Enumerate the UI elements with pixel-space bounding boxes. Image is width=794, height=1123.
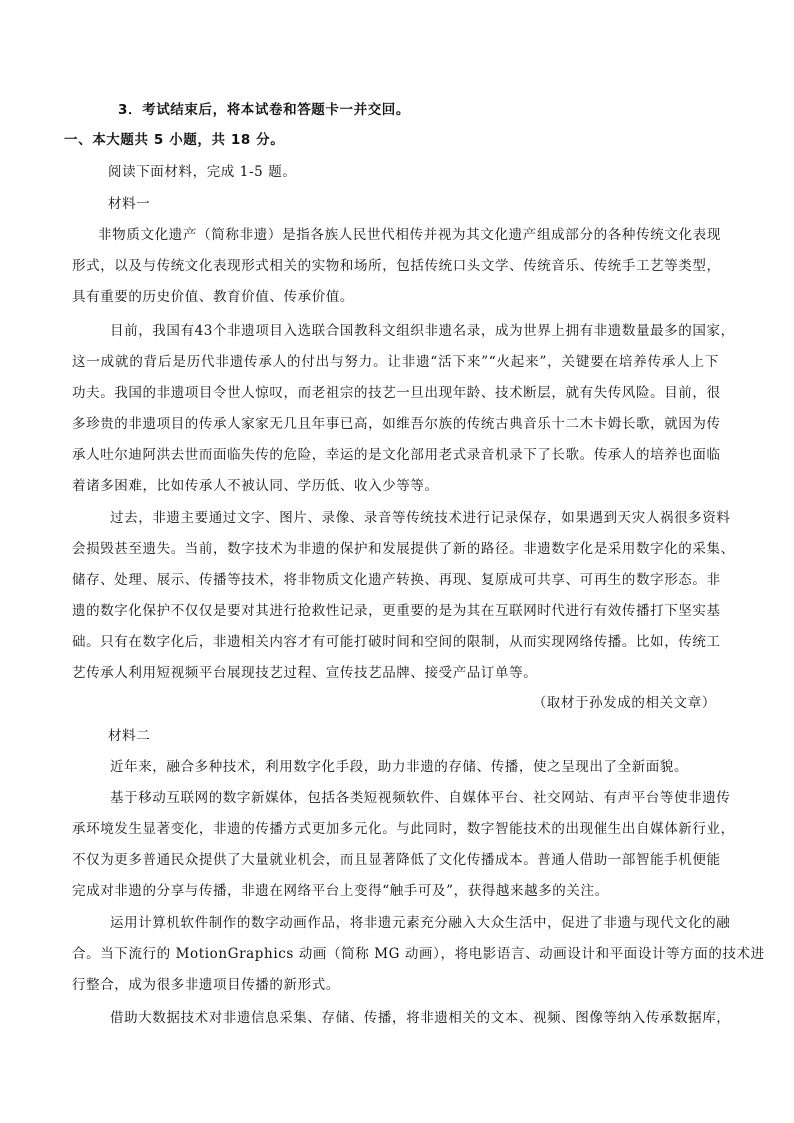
material-1-line: 承人吐尔迪阿洪去世而面临失传的危险，幸运的是文化部用老式录音机录下了长歌。传承人的培养也面临 (72, 447, 721, 463)
material-2-line: 运用计算机软件制作的数字动画作品，将非遗元素充分融入大众生活中，促进了非遗与现代文化的融 (110, 915, 731, 931)
material-2-label: 材料二 (108, 728, 151, 744)
material-1-line: 多珍贵的非遗项目的传承人家家无几且年事已高，如维吾尔族的传统古典音乐十二木卡姆长歌，就因为传 (72, 416, 721, 432)
material-1-line: 过去，非遗主要通过文字、图片、录像、录音等传统技术进行记录保存，如果遇到天灾人祸很多资料 (110, 510, 731, 526)
exam-instruction-3: 3．考试结束后，将本试卷和答题卡一并交回。 (118, 102, 410, 118)
material-1-line: 具有重要的历史价值、教育价值、传承价值。 (72, 289, 354, 305)
material-2-line: 基于移动互联网的数字新媒体，包括各类短视频软件、自媒体平台、社交网站、有声平台等使非遗传 (110, 790, 731, 806)
material-2-line: 近年来，融合多种技术，利用数字化手段，助力非遗的存储、传播，使之呈现出了全新面貌。 (110, 759, 689, 775)
material-1-line: 形式，以及与传统文化表现形式相关的实物和场所，包括传统口头文学、传统音乐、传统手工艺等类型， (72, 258, 721, 274)
section-title: 一、本大题共 5 小题，共 18 分。 (64, 132, 285, 148)
material-2-line: 借助大数据技术对非遗信息采集、存储、传播，将非遗相关的文本、视频、图像等纳入传承数据库， (110, 1010, 731, 1026)
material-1-line: 会损毁甚至遗失。当前，数字技术为非遗的保护和发展提供了新的路径。非遗数字化是采用数字化的采集、 (72, 541, 735, 557)
material-2-line: 完成对非遗的分享与传播，非遗在网络平台上变得“触手可及”，获得越来越多的关注。 (72, 883, 609, 899)
material-2-line: 行整合，成为很多非遗项目传播的新形式。 (72, 977, 340, 993)
material-1-label: 材料一 (108, 196, 151, 212)
material-1-line: 储存、处理、展示、传播等技术，将非物质文化遗产转换、再现、复原成可共享、可再生的数字形态。非 (72, 572, 721, 588)
material-1-line: 功夫。我国的非遗项目令世人惊叹，而老祖宗的技艺一旦出现年龄、技术断层，就有失传风险。目前，很 (72, 385, 721, 401)
material-2-line: 合。当下流行的 MotionGraphics 动画（简称 MG 动画），将电影语言、动画设计和平面设计等方面的技术进 (72, 946, 765, 962)
material-2-line: 不仅为更多普通民众提供了大量就业机会，而且显著降低了文化传播成本。普通人借助一部智能手机便能 (72, 852, 721, 868)
material-1-line: 础。只有在数字化后，非遗相关内容才有可能打破时间和空间的限制，从而实现网络传播。比如，传统工 (72, 634, 721, 650)
material-1-line: 非物质文化遗产（简称非遗）是指各族人民世代相传并视为其文化遗产组成部分的各种传统文化表现 (98, 227, 721, 243)
reading-prompt: 阅读下面材料，完成 1-5 题。 (108, 164, 297, 180)
material-1-line: 这一成就的背后是历代非遗传承人的付出与努力。让非遗“活下来”“火起来”，关键要在培养传承人上下 (72, 354, 719, 370)
material-2-line: 承环境发生显著变化，非遗的传播方式更加多元化。与此同时，数字智能技术的出现催生出自媒体新行业， (72, 821, 735, 837)
material-1-line: 艺传承人利用短视频平台展现技艺过程、宣传技艺品牌、接受产品订单等。 (72, 665, 538, 681)
material-1-line: 着诸多困难，比如传承人不被认同、学历低、收入少等等。 (72, 478, 439, 494)
material-1-source: （取材于孙发成的相关文章） (532, 695, 716, 711)
material-1-line: 遗的数字化保护不仅仅是要对其进行抢救性记录，更重要的是为其在互联网时代进行有效传播打下坚实基 (72, 603, 721, 619)
material-1-line: 目前，我国有43个非遗项目入选联合国教科文组织非遗名录，成为世界上拥有非遗数量最多的国家， (110, 323, 735, 339)
